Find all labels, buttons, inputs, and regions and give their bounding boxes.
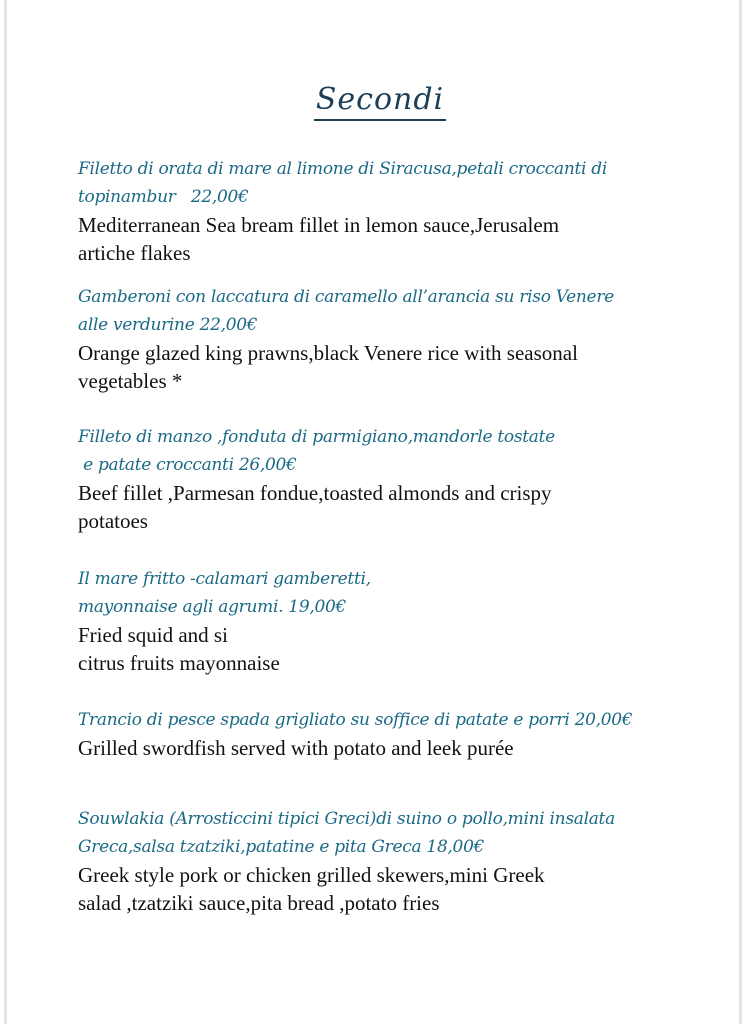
italian-name-line: mayonnaise agli agrumi. 19,00€: [78, 597, 346, 617]
menu-item-orata: [78, 155, 678, 267]
english-description-line: Beef fillet ,Parmesan fondue,toasted almonds and crispy: [78, 481, 552, 505]
italian-name-line: Filetto di orata di mare al limone di Siracusa,petali croccanti di: [78, 159, 607, 179]
italian-name-line: Souwlakia (Arrosticcini tipici Greci)di suino o pollo,mini insalata: [78, 809, 615, 829]
italian-name-line: Il mare fritto -calamari gamberetti,: [78, 569, 371, 589]
menu-item-souwlakia: [78, 805, 678, 917]
section-title-text: Secondi: [314, 82, 446, 121]
menu-item-gamberoni: [78, 283, 678, 395]
italian-name-line: Gamberoni con laccatura di caramello all’arancia su riso Venere: [78, 287, 614, 307]
english-description-line: potatoes: [78, 509, 148, 533]
italian-name-line: alle verdurine 22,00€: [78, 315, 258, 335]
italian-name-line: Filleto di manzo ,fonduta di parmigiano,mandorle tostate: [78, 427, 555, 447]
menu-page: [4, 0, 742, 1024]
italian-name-line: topinambur 22,00€: [78, 187, 249, 207]
english-description-line: salad ,tzatziki sauce,pita bread ,potato fries: [78, 891, 440, 915]
italian-name-line: Greca,salsa tzatziki,patatine e pita Greca 18,00€: [78, 837, 485, 857]
section-title: [7, 82, 739, 121]
english-description-line: artiche flakes: [78, 241, 191, 265]
italian-name-line: Trancio di pesce spada grigliato su soffice di patate e porri 20,00€: [78, 710, 633, 730]
menu-item-manzo: [78, 423, 678, 535]
menu-item-pesce-spada: [78, 706, 678, 762]
english-description-line: citrus fruits mayonnaise: [78, 651, 280, 675]
english-description-line: Grilled swordfish served with potato and leek purée: [78, 736, 514, 760]
italian-name-line: e patate croccanti 26,00€: [78, 455, 297, 475]
english-description-line: Greek style pork or chicken grilled skewers,mini Greek: [78, 863, 545, 887]
english-description-line: vegetables *: [78, 369, 183, 393]
english-description-line: Orange glazed king prawns,black Venere rice with seasonal: [78, 341, 578, 365]
english-description-line: Fried squid and si: [78, 623, 228, 647]
english-description-line: Mediterranean Sea bream fillet in lemon sauce,Jerusalem: [78, 213, 560, 237]
menu-item-mare-fritto: [78, 565, 678, 677]
